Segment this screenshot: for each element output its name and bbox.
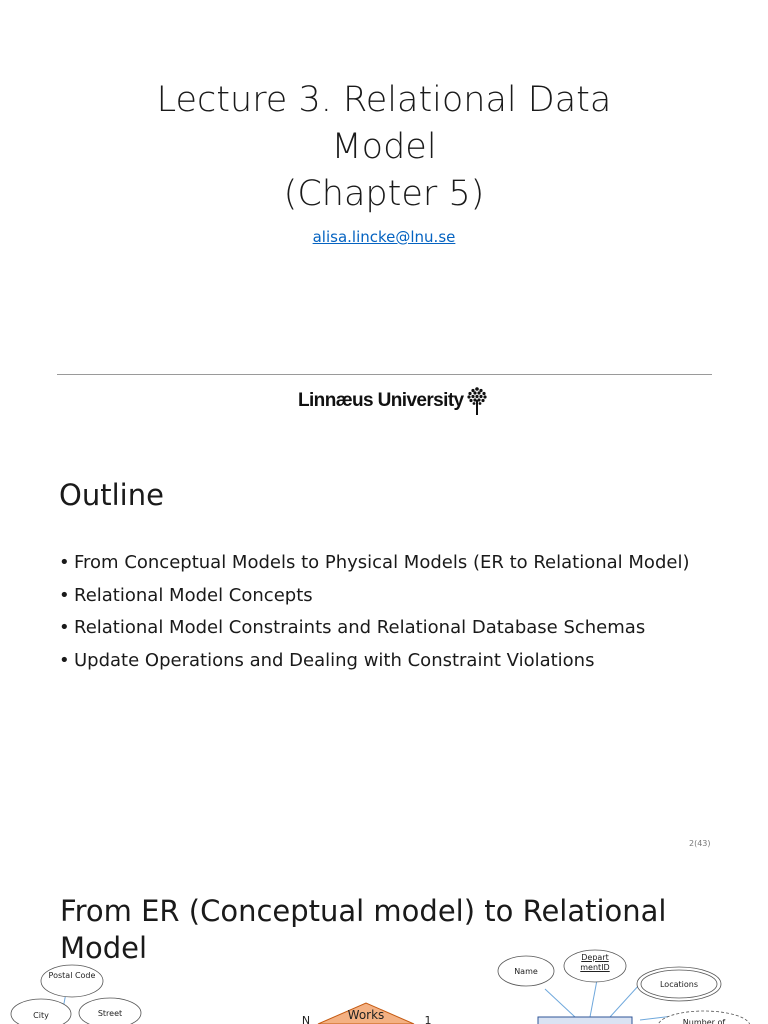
list-item: [59, 645, 689, 678]
bullet-icon: •: [59, 617, 70, 638]
list-item-text: From Conceptual Models to Physical Models (ER to Relational Model): [74, 552, 690, 573]
bullet-icon: •: [59, 584, 70, 606]
attribute-departmentid: [564, 950, 626, 982]
attribute-locations: [637, 967, 721, 1001]
list-item: [59, 580, 689, 613]
er-diagram: [0, 864, 768, 1024]
attribute-locations-label: Locations: [659, 980, 699, 989]
list-item-text: Update Operations and Dealing with Constraint Violations: [74, 649, 595, 671]
author-email-link[interactable]: alisa.lincke@lnu.se: [312, 228, 456, 246]
relationship-works: [302, 1003, 432, 1024]
page-number: 2(43): [689, 839, 711, 848]
list-item-text: Relational Model Concepts: [74, 584, 313, 606]
outline-list: [59, 547, 689, 677]
svg-text:Street: [98, 1009, 122, 1018]
attribute-number-of-label: Number of: [682, 1018, 726, 1024]
list-item: [59, 612, 689, 645]
attribute-city-label: City: [33, 1011, 49, 1020]
attribute-departmentid-label: Depart mentID: [580, 953, 610, 972]
tree-icon: [466, 386, 488, 416]
attribute-street-label: Street: [97, 1009, 123, 1018]
attribute-postal-code: [41, 965, 103, 997]
relationship-works-label: Works: [347, 1008, 385, 1022]
lecture-title-line-3: (Chapter 5): [283, 174, 485, 214]
svg-text:Locations: [660, 980, 698, 989]
lecture-title-line-1: Lecture 3. Relational Data: [156, 80, 612, 120]
outline-heading: Outline: [59, 478, 164, 512]
svg-text:City: [33, 1011, 49, 1020]
svg-text:Number of: [683, 1018, 726, 1024]
university-logo: [298, 386, 488, 416]
svg-text:N: [302, 1014, 310, 1024]
slide-divider: [57, 374, 712, 375]
university-logo-text: Linnæus University: [298, 390, 464, 411]
bullet-icon: •: [59, 552, 70, 573]
attribute-postal-code-label: Postal Code: [48, 971, 96, 980]
cardinality-1: 1: [424, 1014, 432, 1024]
list-item: [59, 547, 689, 580]
attribute-name: [498, 956, 554, 986]
attribute-number-of: [658, 1011, 750, 1024]
list-item-text: Relational Model Constraints and Relational Database Schemas: [74, 617, 646, 638]
bullet-icon: •: [59, 649, 70, 671]
svg-text:Name: [514, 967, 538, 976]
slide3-title: From ER (Conceptual model) to Relational Model: [60, 894, 667, 965]
entity-department: [538, 1017, 632, 1024]
svg-text:Works: [348, 1008, 385, 1022]
attribute-city: [11, 999, 71, 1024]
cardinality-n: N: [301, 1014, 311, 1024]
attribute-name-label: Name: [514, 967, 538, 976]
svg-text:1: [425, 1014, 432, 1024]
attribute-street: [79, 998, 141, 1024]
lecture-title-line-2: Model: [331, 127, 437, 167]
title-slide: [0, 0, 768, 376]
svg-text:Postal Code: [49, 971, 96, 980]
